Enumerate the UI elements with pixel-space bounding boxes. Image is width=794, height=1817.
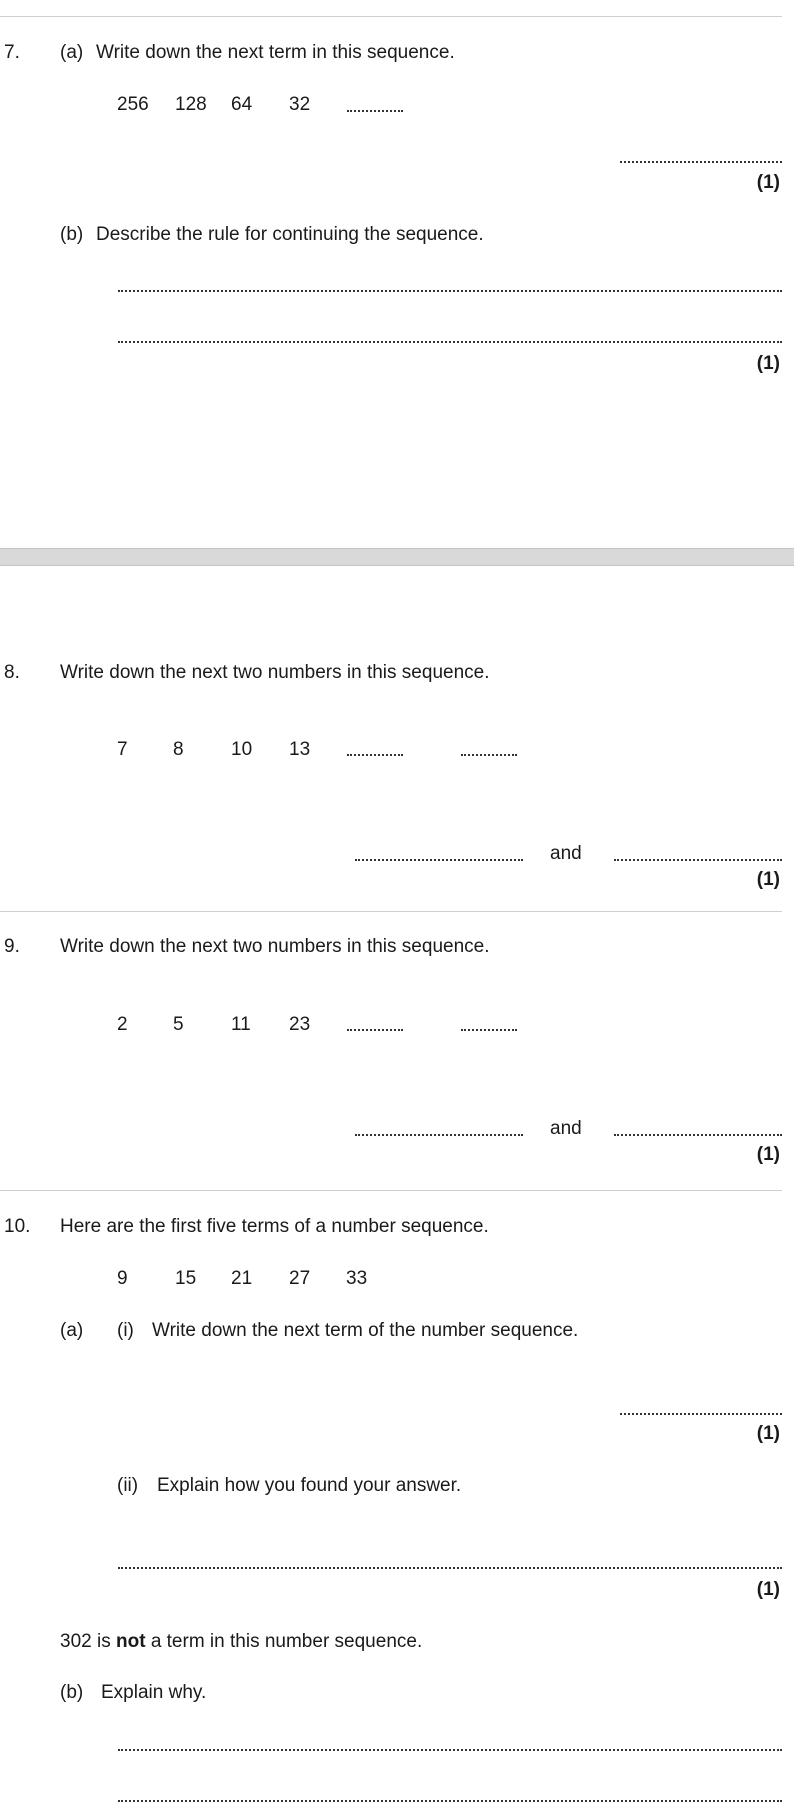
marks-label: (1): [756, 869, 780, 890]
sequence-term: 13: [289, 739, 311, 760]
and-label: and: [550, 843, 582, 864]
subpart-label: (i): [117, 1320, 134, 1341]
sequence-term: 2: [117, 1014, 128, 1035]
question-number: 9.: [4, 936, 20, 957]
statement-emphasis: not: [115, 1631, 146, 1652]
sequence-term: 32: [289, 94, 311, 115]
sequence-term: 256: [117, 94, 149, 115]
answer-line[interactable]: [614, 1134, 782, 1136]
sequence-term: 33: [346, 1268, 368, 1289]
answer-line[interactable]: [118, 1800, 782, 1802]
divider: [0, 911, 782, 912]
sequence-term: 27: [289, 1268, 311, 1289]
question-number: 10.: [4, 1216, 31, 1237]
marks-label: (1): [756, 353, 780, 374]
sequence-term: 5: [173, 1014, 184, 1035]
question-text: Write down the next two numbers in this sequence.: [60, 662, 490, 683]
question-number: 7.: [4, 42, 20, 63]
answer-line[interactable]: [355, 1134, 523, 1136]
answer-line[interactable]: [614, 859, 782, 861]
question-text: Write down the next term in this sequence.: [96, 42, 455, 63]
sequence-blank: [461, 754, 517, 756]
answer-line[interactable]: [620, 161, 782, 163]
marks-label: (1): [756, 1144, 780, 1165]
sequence-blank: [347, 754, 403, 756]
marks-label: (1): [756, 172, 780, 193]
sequence-term: 64: [231, 94, 253, 115]
marks-label: (1): [756, 1579, 780, 1600]
part-label: (a): [60, 1320, 84, 1341]
sequence-term: 10: [231, 739, 253, 760]
top-divider: [0, 16, 782, 17]
answer-line[interactable]: [118, 1749, 782, 1751]
sequence-blank: [347, 110, 403, 112]
sequence-term: 7: [117, 739, 128, 760]
statement-pre: 302 is: [60, 1631, 111, 1652]
question-text: Write down the next term of the number sequence.: [152, 1320, 579, 1341]
statement-text: [60, 1631, 422, 1653]
answer-line[interactable]: [118, 290, 782, 292]
subpart-label: (ii): [117, 1475, 139, 1496]
divider: [0, 1190, 782, 1191]
and-label: and: [550, 1118, 582, 1139]
sequence-term: 128: [175, 94, 207, 115]
part-label: (b): [60, 1682, 84, 1703]
sequence-term: 9: [117, 1268, 128, 1289]
sequence-term: 23: [289, 1014, 311, 1035]
sequence-term: 15: [175, 1268, 197, 1289]
sequence-term: 21: [231, 1268, 253, 1289]
statement-post: a term in this number sequence.: [150, 1631, 423, 1652]
answer-line[interactable]: [118, 341, 782, 343]
sequence-term: 11: [231, 1014, 251, 1035]
sequence-blank: [461, 1029, 517, 1031]
page-break: [0, 548, 794, 566]
question-text: Explain how you found your answer.: [157, 1475, 462, 1496]
question-text: Write down the next two numbers in this sequence.: [60, 936, 490, 957]
question-text: Here are the first five terms of a number sequence.: [60, 1216, 489, 1237]
part-label: (b): [60, 224, 84, 245]
question-text: Explain why.: [101, 1682, 207, 1703]
part-label: (a): [60, 42, 84, 63]
answer-line[interactable]: [355, 859, 523, 861]
sequence-term: 8: [173, 739, 184, 760]
answer-line[interactable]: [620, 1413, 782, 1415]
marks-label: (1): [756, 1423, 780, 1444]
question-text: Describe the rule for continuing the sequence.: [96, 224, 484, 245]
answer-line[interactable]: [118, 1567, 782, 1569]
sequence-blank: [347, 1029, 403, 1031]
question-number: 8.: [4, 662, 20, 683]
